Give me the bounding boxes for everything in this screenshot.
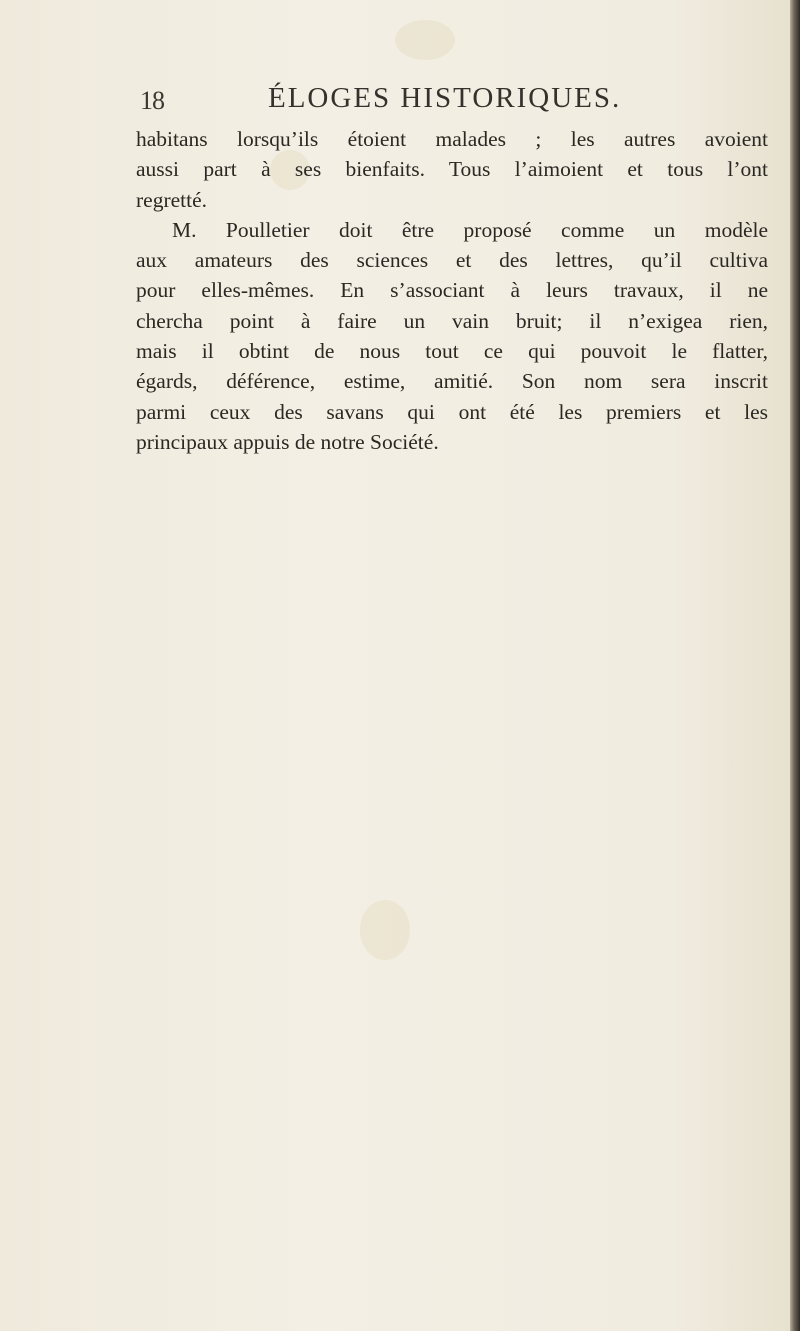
- paper-stain: [395, 20, 455, 60]
- text-line: pour elles-mêmes. En s’associant à leurs travaux, il ne: [136, 278, 768, 303]
- page-edge: [790, 0, 800, 1331]
- text-line: parmi ceux des savans qui ont été les premiers et les: [136, 399, 768, 424]
- text-line: aussi part à ses bienfaits. Tous l’aimoient et tous l’ont: [136, 157, 768, 182]
- text-line: chercha point à faire un vain bruit; il n’exigea rien,: [136, 308, 768, 333]
- text-line: habitans lorsqu’ils étoient malades ; les autres avoient: [136, 127, 768, 151]
- text-line: égards, déférence, estime, amitié. Son nom sera inscrit: [136, 369, 768, 394]
- text-line: principaux appuis de notre Société.: [136, 429, 439, 454]
- text-line: mais il obtint de nous tout ce qui pouvoit le flatter,: [136, 339, 768, 364]
- text-line: M. Poulletier doit être proposé comme un modèle: [172, 217, 768, 242]
- running-title: ÉLOGES HISTORIQUES.: [268, 82, 622, 114]
- text-line: aux amateurs des sciences et des lettres, qu’il cultiva: [136, 248, 768, 273]
- page-number: 18: [140, 86, 164, 115]
- paper-stain: [360, 900, 410, 960]
- text-line: regretté.: [136, 187, 208, 212]
- body-text: [136, 124, 768, 457]
- page-header: [140, 78, 780, 118]
